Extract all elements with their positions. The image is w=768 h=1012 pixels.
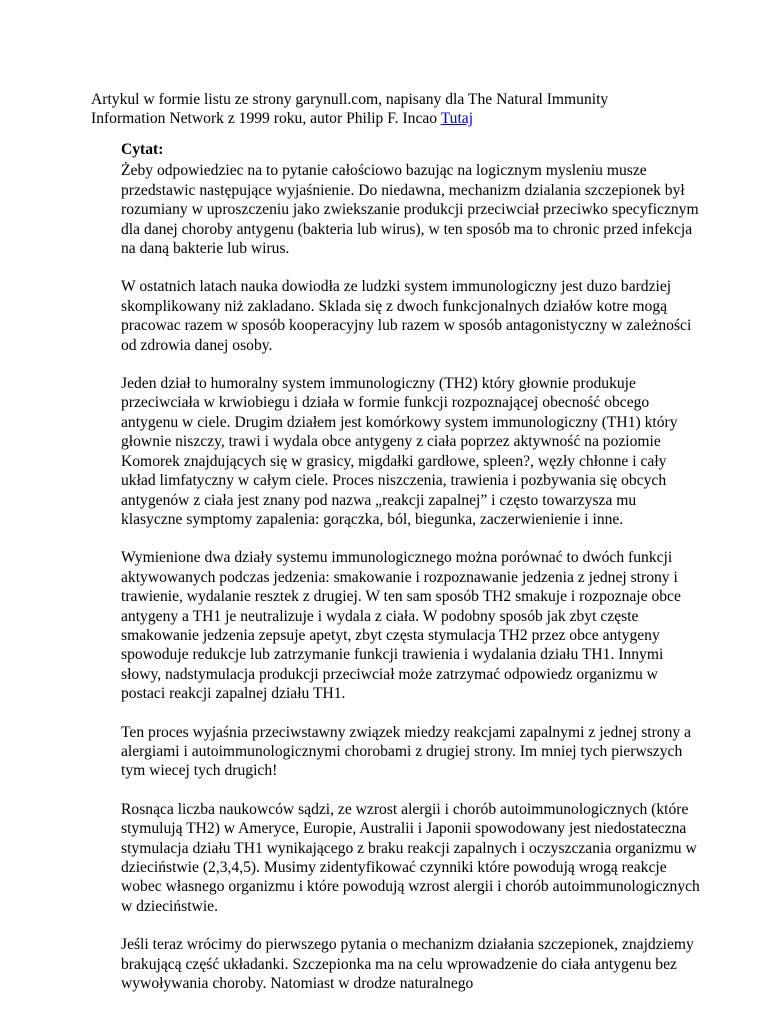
- quote-paragraph-4: Wymienione dwa działy systemu immunologicznego można porównać to dwóch funkcji aktywowanych podczas jedzenia: smakowanie i rozpoznawanie jedzenia z jednej strony i trawienie, wydalanie resztek z drugiej. W ten sam sposób TH2 smakuje i rozpoznaje obce antygeny a TH1 je neutralizuje i wydala z ciała. W podobny sposób jak zbyt częste smakowanie jedzenia zepsuje apetyt, zbyt częsta stymulacja TH2 przez obce antygeny spowoduje redukcje lub zatrzymanie funkcji trawienia i wydalania działu TH1. Innymi słowy, nadstymulacja produkcji przeciwciał może zatrzymać odpowiedz organizmu w postaci reakcji zapalnej działu TH1.: [121, 549, 681, 703]
- quote-paragraph-7: Jeśli teraz wrócimy do pierwszego pytania o mechanizm działania szczepionek, znajdziemy brakującą część układanki. Szczepionka ma na celu wprowadzenie do ciała antygenu bez wywoływania choroby. Natomiast w drodze naturalnego: [121, 936, 694, 993]
- quote-paragraph-5: Ten proces wyjaśnia przeciwstawny związek miedzy reakcjami zapalnymi z jednej strony a alergiami i autoimmunologicznymi chorobami z drugiej strony. Im mniej tych pierwszych tym wiecej tych drugich!: [121, 723, 692, 780]
- quote-block: [121, 140, 701, 1012]
- intro-paragraph: [91, 90, 681, 129]
- quote-label: Cytat:: [121, 141, 164, 158]
- quote-paragraph-1: Żeby odpowiedziec na to pytanie całościowo bazując na logicznym mysleniu musze przedstawic następujące wyjaśnienie. Do niedawna, mechanizm dzialania szczepionek był rozumiany w uproszczeniu jako zwiekszanie produkcji przeciwciał przeciwko specyficznym dla danej choroby antygenu (bakteria lub wirus), w ten sposób ma to chronic przed infekcja na daną bakterie lub wirus.: [121, 162, 699, 258]
- quote-paragraph-6: Rosnąca liczba naukowców sądzi, ze wzrost alergii i chorób autoimmunologicznych (które stymulują TH2) w Ameryce, Europie, Australii i Japonii spowodowany jest niedostateczna stymulacja działu TH1 wynikającego z braku reakcji zapalnych i oczyszczania organizmu w dzieciństwie (2,3,4,5). Musimy zidentyfikować czynniki które powodują wrogą reakcje wobec własnego organizmu i które powodują wzrost alergii i chorób autoimmunologicznych w dzieciństwie.: [121, 800, 700, 915]
- quote-paragraph-3: Jeden dział to humoralny system immunologiczny (TH2) który głownie produkuje przeciwciała w krwiobiegu i działa w formie funkcji rozpoznającej obecność obcego antygenu w ciele. Drugim działem jest komórkowy system immunologiczny (TH1) który głownie niszczy, trawi i wydala obce antygeny z ciała poprzez aktywność na poziomie Komorek znajdujących się w grasicy, migdałki gardłowe, spleen?, węzły chłonne i cały układ limfatyczny w całym ciele. Proces niszczenia, trawienia i pozbywania się obcych antygenów z ciała jest znany pod nazwa „reakcji zapalnej” i często towarzysza mu klasyczne symptomy zapalenia: gorączka, ból, biegunka, zaczerwienienie i inne.: [121, 375, 678, 528]
- intro-text: Artykul w formie listu ze strony garynull.com, napisany dla The Natural Immunity Information Network z 1999 roku, autor Philip F. Incao: [91, 91, 609, 128]
- source-link[interactable]: Tutaj: [440, 110, 474, 128]
- quote-paragraph-2: W ostatnich latach nauka dowiodła ze ludzki system immunologiczny jest duzo bardziej skomplikowany niż zakladano. Sklada się z dwoch funkcjonalnych działów kotre mogą pracowac razem w sposób kooperacyjny lub razem w sposób antagonistyczny w zależności od zdrowia danej osoby.: [121, 278, 692, 354]
